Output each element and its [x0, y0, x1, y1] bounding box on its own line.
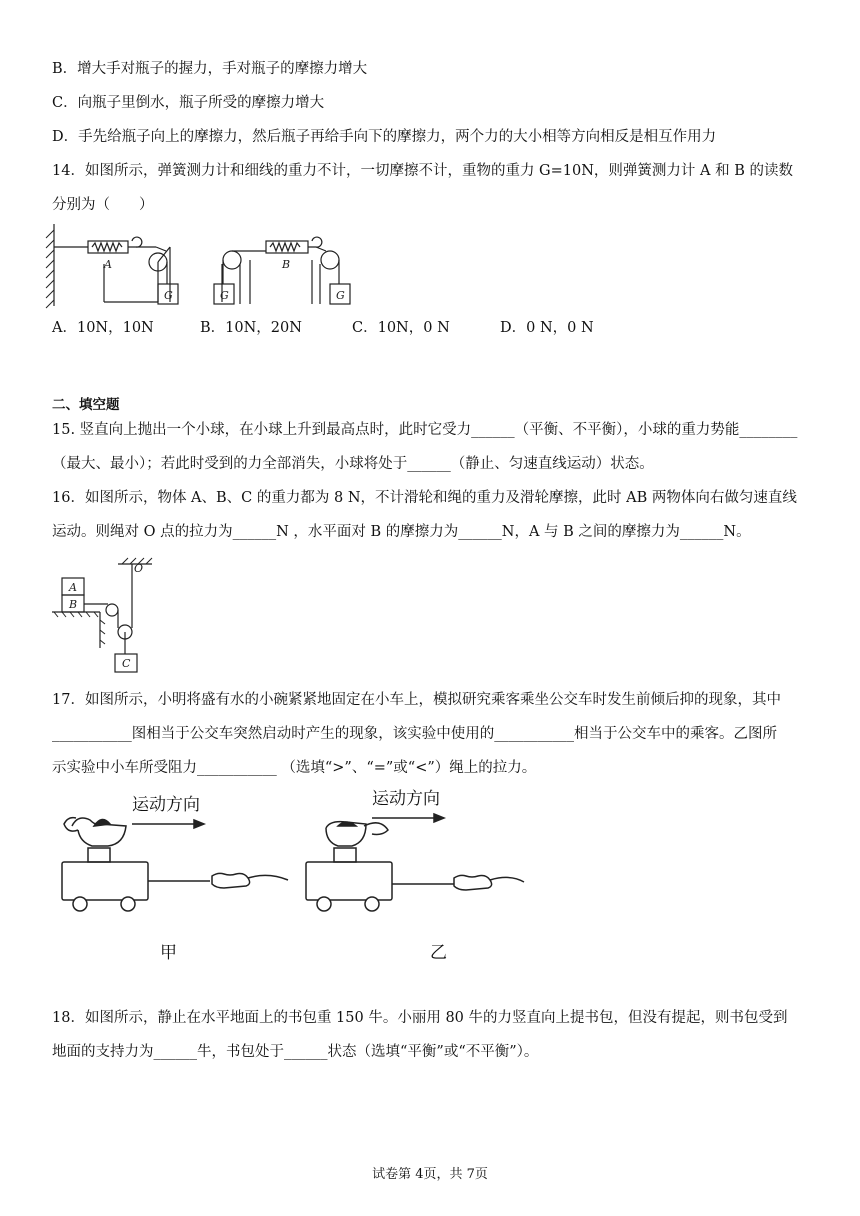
q15-line-2: （最大、最小）；若此时受到的力全部消失，小球将处于______（静止、匀速直线运动）状态。	[52, 456, 654, 472]
q17-caption-jia: 甲	[160, 943, 177, 963]
q14-spring-balance-figure	[44, 224, 364, 310]
q15-line-1: 15. 竖直向上抛出一个小球，在小球上升到最高点时，此时它受力______（平衡、不平衡），小球的重力势能________	[52, 422, 798, 438]
q14-label-g-mid: G	[220, 289, 229, 302]
q13-option-b: B．增大手对瓶子的握力，手对瓶子的摩擦力增大	[52, 61, 368, 77]
q14-label-g-left: G	[164, 289, 173, 302]
q16-label-b: B	[69, 598, 78, 611]
q14-label-b: B	[282, 258, 291, 271]
q18-line-1: 18．如图所示，静止在水平地面上的书包重 150 牛。小丽用 80 牛的力竖直向上提书包，但没有提起，则书包受到	[52, 1010, 788, 1026]
q13-option-c: C．向瓶子里倒水，瓶子所受的摩擦力增大	[52, 95, 325, 111]
page-footer: 试卷第 4页，共 7页	[372, 1167, 488, 1182]
q16-line-2: 运动。则绳对 O 点的拉力为______N ，水平面对 B 的摩擦力为______N，A 与 B 之间的摩擦力为______N。	[52, 524, 751, 540]
q17-line-2: ___________图相当于公交车突然启动时产生的现象，该实验中使用的___________相当于公交车中的乘客。乙图所	[52, 726, 777, 742]
q16-pulley-figure	[52, 560, 152, 674]
q13-option-d: D．手先给瓶子向上的摩擦力，然后瓶子再给手向下的摩擦力，两个力的大小相等方向相反是相互作用力	[52, 129, 717, 145]
q17-line-3: 示实验中小车所受阻力___________ （选填“>”、“=”或“<”）绳上的拉力。	[52, 760, 537, 776]
q18-line-2: 地面的支持力为______牛，书包处于______状态（选填“平衡”或“不平衡”）。	[52, 1044, 539, 1060]
q14-stem-line-2: 分别为（ ）	[52, 197, 154, 213]
section-title: 二、填空题	[52, 397, 120, 413]
q14-option-b: B．10N，20N	[200, 320, 302, 336]
q14-label-g-right: G	[336, 289, 345, 302]
q17-direction-label-left: 运动方向	[132, 795, 200, 815]
q14-stem-line-1: 14．如图所示，弹簧测力计和细线的重力不计，一切摩擦不计，重物的重力 G=10N，则弹簧测力计 A 和 B 的读数	[52, 163, 793, 179]
q16-line-1: 16．如图所示，物体 A、B、C 的重力都为 8 N，不计滑轮和绳的重力及滑轮摩擦，此时 AB 两物体向右做匀速直线	[52, 490, 797, 506]
q14-option-a: A．10N，10N	[52, 320, 154, 336]
q17-line-1: 17．如图所示，小明将盛有水的小碗紧紧地固定在小车上，模拟研究乘客乘坐公交车时发生前倾后抑的现象，其中	[52, 692, 781, 708]
q16-label-c: C	[122, 657, 131, 670]
q16-label-a: A	[69, 581, 77, 594]
q14-label-a: A	[104, 258, 112, 271]
q17-direction-label-right: 运动方向	[372, 789, 440, 809]
q14-option-d: D．0 N，0 N	[500, 320, 594, 336]
q16-label-o: O	[134, 562, 144, 575]
q17-caption-yi: 乙	[430, 943, 447, 963]
q17-car-bowl-figure	[50, 784, 530, 968]
q14-option-c: C．10N，0 N	[352, 320, 450, 336]
